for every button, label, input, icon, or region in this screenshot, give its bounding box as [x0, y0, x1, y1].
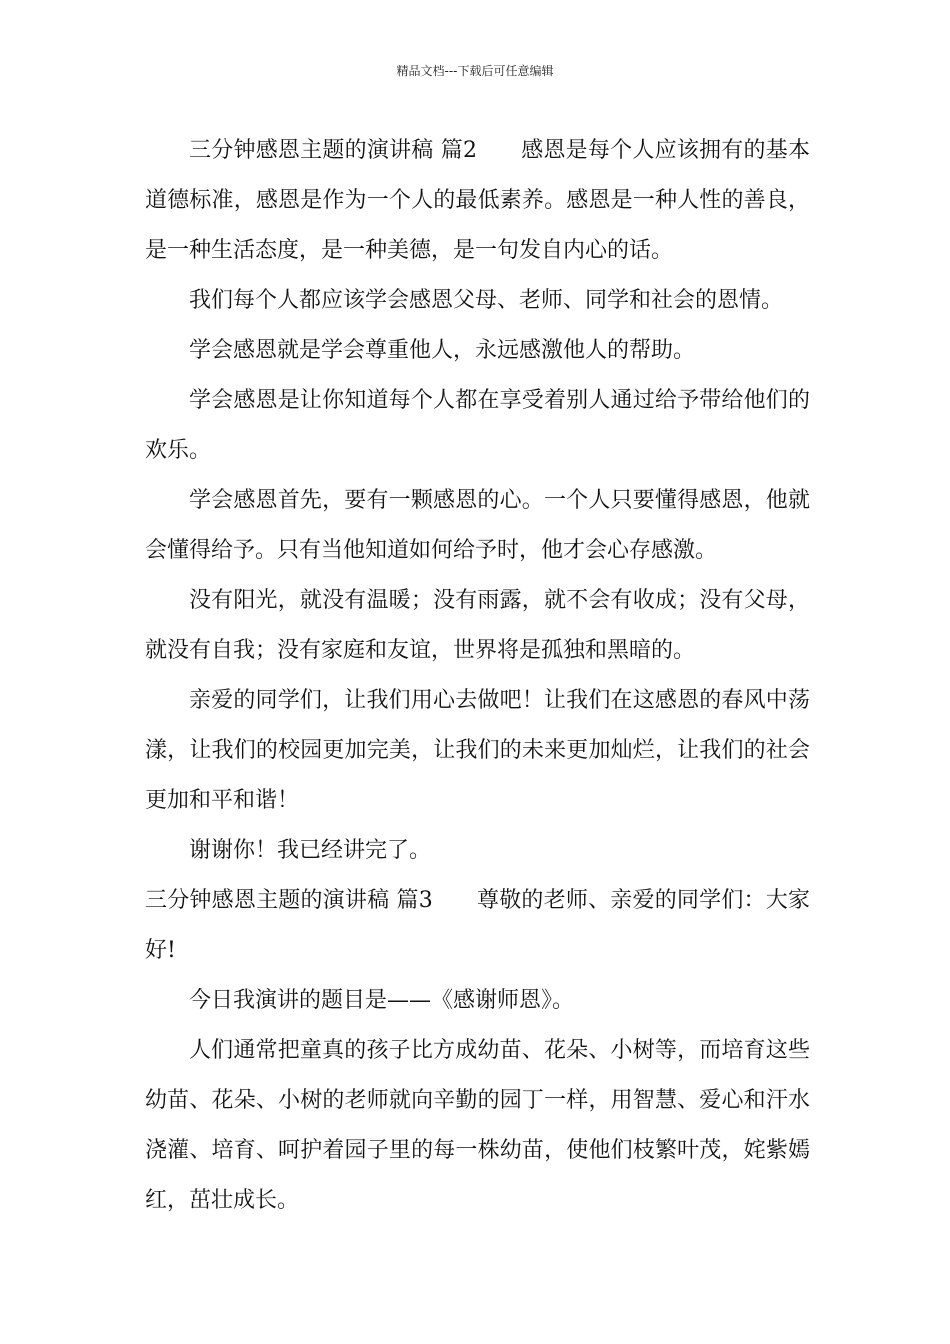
- section-2-paragraph: 我们每个人都应该学会感恩父母、老师、同学和社会的恩情。: [189, 288, 784, 313]
- section-2-paragraph: 没有阳光，就没有温暖；没有雨露，就不会有收成；没有父母，就没有自我；没有家庭和友谊，世界将是孤独和黑暗的。: [145, 588, 810, 663]
- section-3-intro-paragraph: [145, 876, 810, 976]
- page-header: 精品文档---下载后可任意编辑: [396, 64, 554, 78]
- section-2-intro-paragraph: [145, 126, 810, 276]
- section-2-paragraph: 学会感恩就是学会尊重他人，永远感激他人的帮助。: [189, 338, 696, 363]
- section-3-title: 三分钟感恩主题的演讲稿 篇3: [145, 888, 433, 913]
- section-2-title: 三分钟感恩主题的演讲稿 篇2: [189, 138, 477, 163]
- section-3-first-sentence: 尊敬的老师、亲爱的同学们：大家好!: [145, 888, 810, 963]
- section-2-first-sentence: 感恩是每个人应该拥有的基本道德标准，感恩是作为一个人的最低素养。感恩是一种人性的善良，是一种生活态度，是一种美德，是一句发自内心的话。: [145, 138, 810, 263]
- section-2-paragraph: 学会感恩首先，要有一颗感恩的心。一个人只要懂得感恩，他就会懂得给予。只有当他知道如何给予时，他才会心存感激。: [145, 488, 810, 563]
- section-3-paragraph: 人们通常把童真的孩子比方成幼苗、花朵、小树等，而培育这些幼苗、花朵、小树的老师就向辛勤的园丁一样，用智慧、爱心和汗水浇灌、培育、呵护着园子里的每一株幼苗，使他们枝繁叶茂，姹紫嫣红，茁壮成长。: [145, 1038, 810, 1213]
- section-2-paragraph: 学会感恩是让你知道每个人都在享受着别人通过给予带给他们的欢乐。: [145, 388, 810, 463]
- section-2-paragraph: 亲爱的同学们，让我们用心去做吧！让我们在这感恩的春风中荡漾，让我们的校园更加完美，让我们的未来更加灿烂，让我们的社会更加和平和谐！: [145, 688, 810, 813]
- section-2-closing: 谢谢你！我已经讲完了。: [189, 838, 432, 863]
- document-body: [145, 126, 810, 1226]
- section-3-paragraph: 今日我演讲的题目是——《感谢师恩》。: [189, 988, 575, 1013]
